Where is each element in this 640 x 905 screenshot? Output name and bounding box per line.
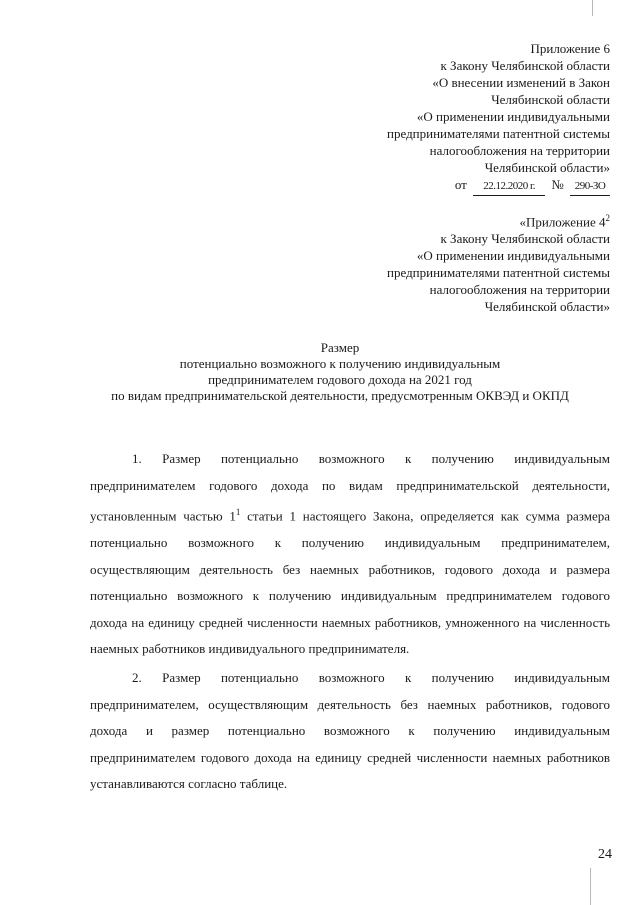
scan-artifact [592, 0, 593, 16]
appendix-4-first-line [387, 210, 610, 230]
page-number: 24 [598, 847, 612, 862]
document-title [60, 340, 620, 404]
paragraph-1-part-b: статьи 1 настоящего Закона, определяется как сумма размера потенциально возможного к получению индивидуальным предпринимателем, осуществляющим деятельность без наемных работников, годового дохода и размера потенциально возможного к получению индивидуальным предпринимателем годового дохода на единицу средней численности наемных работников, умноженного на численность наемных работников индивидуального предпринимателя. [90, 508, 610, 657]
appendix-4-line: предпринимателями патентной системы [387, 265, 610, 281]
scan-artifact [590, 868, 591, 905]
paragraph-1-part-a: 1. Размер потенциально возможного к получению индивидуальным предпринимателем годового дохода по видам предпринимательской деятельности, установленным частью 1 [90, 451, 610, 524]
appendix-4-line: Челябинской области» [484, 299, 610, 315]
appendix-4-line: «О применении индивидуальными [416, 248, 610, 264]
paragraph-1 [90, 446, 610, 663]
law-date: 22.12.2020 г. [473, 178, 545, 196]
appendix-6-header [387, 40, 610, 196]
appendix-6-line: «О внесении изменений в Закон [432, 75, 610, 90]
title-line: по видам предпринимательской деятельности, предусмотренным ОКВЭД и ОКПД [111, 388, 569, 403]
appendix-4-line: к Закону Челябинской области [440, 231, 610, 247]
appendix-6-line: налогообложения на территории [429, 143, 610, 158]
appendix-6-line: Челябинской области [491, 92, 610, 107]
appendix-6-line: Приложение 6 [530, 41, 610, 56]
document-body [90, 446, 610, 798]
appendix-4-line: «Приложение 4 [519, 214, 606, 230]
paragraph-2: 2. Размер потенциально возможного к получению индивидуальным предпринимателем, осуществляющим деятельность без наемных работников, годового дохода и размер потенциально возможного к получению индивидуальным предпринимателем годового дохода на единицу средней численности наемных работников устанавливаются согласно таблице. [90, 670, 610, 792]
appendix-4-line: налогообложения на территории [429, 282, 610, 298]
appendix-6-line: Челябинской области» [484, 160, 610, 175]
appendix-4-superscript: 2 [605, 213, 610, 223]
title-line: потенциально возможного к получению индивидуальным [179, 356, 501, 371]
date-prefix: от [454, 177, 467, 192]
appendix-4-header [387, 210, 610, 315]
paragraph-1-superscript: 1 [235, 507, 241, 518]
law-number: 290-ЗО [570, 178, 610, 196]
appendix-6-line: «О применении индивидуальными [416, 109, 610, 124]
title-line: предпринимателем годового дохода на 2021 год [208, 372, 472, 387]
appendix-6-line: к Закону Челябинской области [440, 58, 610, 73]
number-sign: № [551, 177, 564, 192]
appendix-6-line: предпринимателями патентной системы [387, 126, 610, 141]
title-line: Размер [320, 340, 360, 355]
law-date-line [387, 176, 610, 196]
